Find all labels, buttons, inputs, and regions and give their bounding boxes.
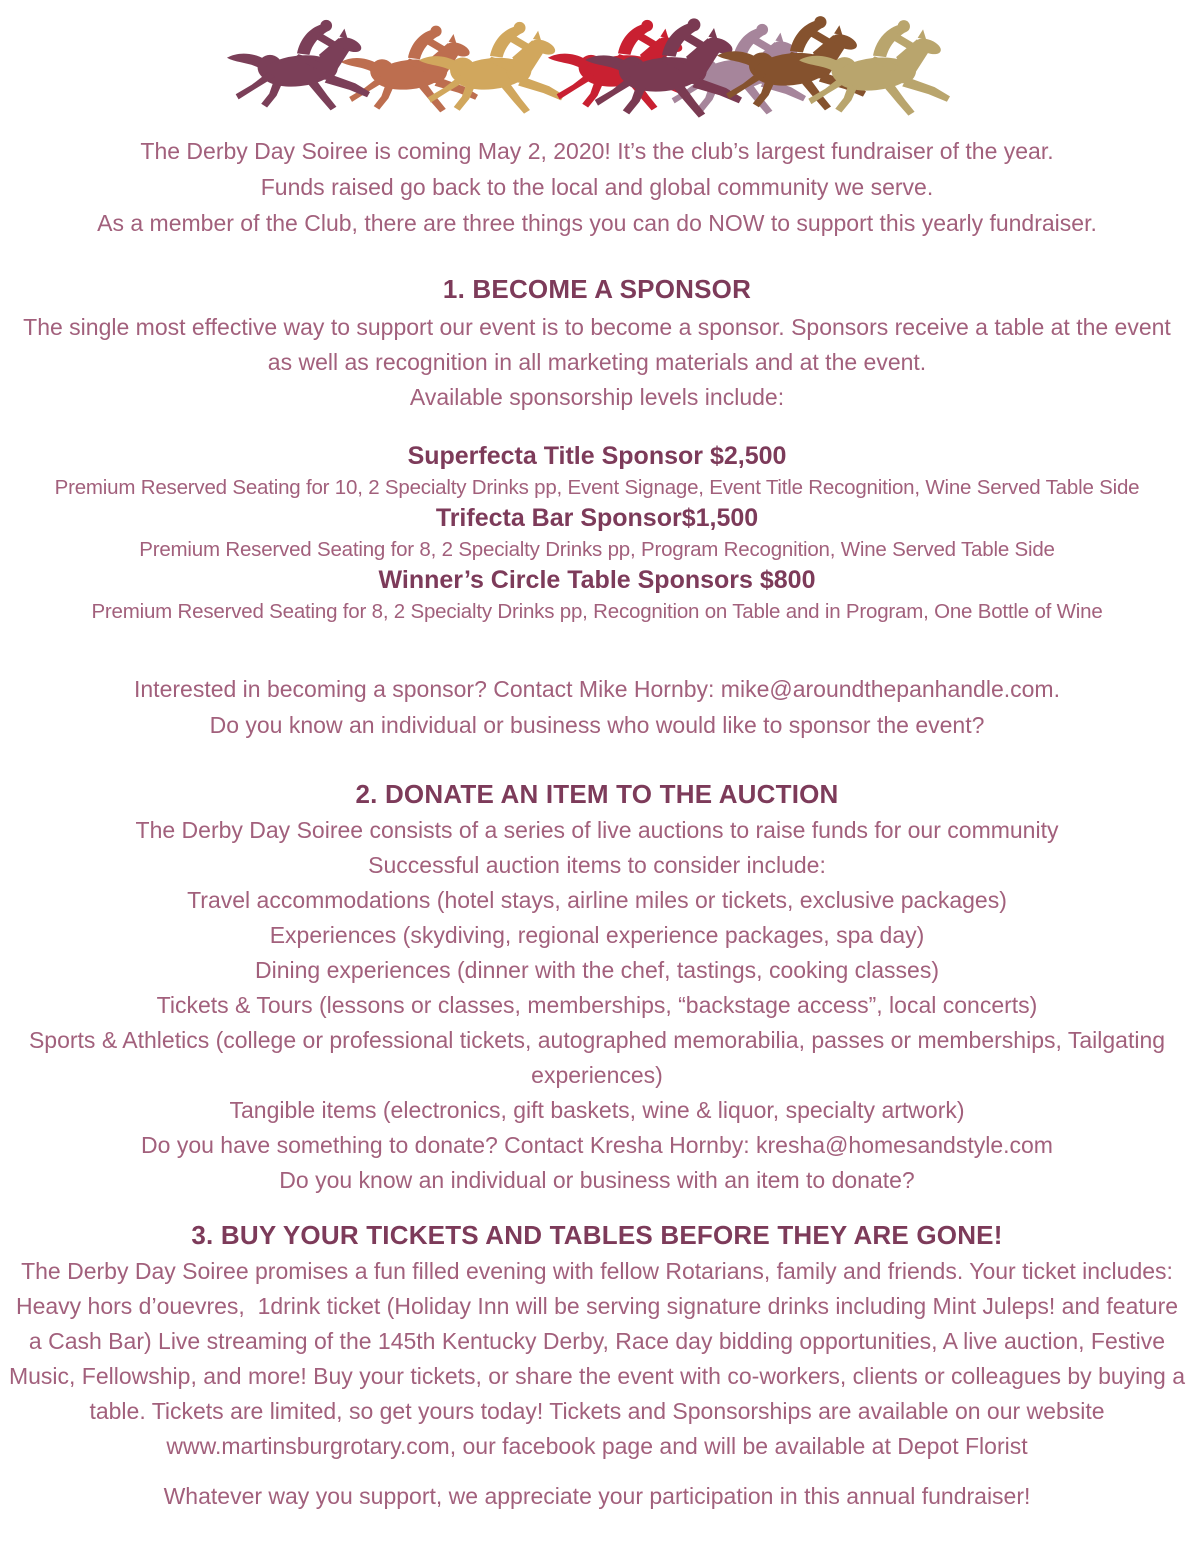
sponsor-question-line: Do you know an individual or business who would like to sponsor the event? [209,712,985,738]
horse-strip [227,16,950,118]
auction-lines [0,813,1194,1198]
sponsor-level-details: Premium Reserved Seating for 8, 2 Specialty Drinks pp, Program Recognition, Wine Served Table Side [139,538,1055,561]
sponsor-levels [0,441,1194,627]
auction-contact-line: Do you have something to donate? Contact Kresha Hornby: kresha@homesandstyle.com [141,1132,1053,1158]
auction-line: Experiences (skydiving, regional experience packages, spa day) [269,922,925,948]
plum-horse [227,20,370,111]
sponsor-contact-line: Interested in becoming a sponsor? Contact Mike Hornby: mike@aroundthepanhandle.com. [134,676,1060,702]
auction-line: Successful auction items to consider include: [368,852,826,878]
intro-section [0,133,1194,241]
auction-question-line: Do you know an individual or business with an item to donate? [279,1167,915,1193]
auction-line: Sports & Athletics (college or professional tickets, autographed memorabilia, passes or memberships, Tailgating experiences) [28,1027,1166,1088]
sponsor-level-details: Premium Reserved Seating for 8, 2 Specialty Drinks pp, Recognition on Table and in Program, One Bottle of Wine [91,600,1103,623]
sponsor-level-title: Superfecta Title Sponsor $2,500 [407,442,787,470]
auction-line: Tangible items (electronics, gift baskets, wine & liquor, specialty artwork) [229,1097,965,1123]
auction-line: Dining experiences (dinner with the chef, tastings, cooking classes) [255,957,939,983]
sponsor-level-title: Trifecta Bar Sponsor$1,500 [435,504,759,532]
section1-body: The single most effective way to support our event is to become a sponsor. Sponsors receive a table at the event as well as recognition in all marketing materials and at the event. [23,314,1171,375]
section1-levels-intro: Available sponsorship levels include: [409,384,785,410]
sponsor-level-details: Premium Reserved Seating for 10, 2 Specialty Drinks pp, Event Signage, Event Title Recognition, Wine Served Table Side [54,476,1140,499]
auction-line: The Derby Day Soiree consists of a series of live auctions to raise funds for our community [135,817,1059,843]
intro-line-1: The Derby Day Soiree is coming May 2, 2020! It’s the club’s largest fundraiser of the year. [140,138,1054,164]
auction-section [0,779,1194,1198]
section3-body: The Derby Day Soiree promises a fun filled evening with fellow Rotarians, family and friends. Your ticket includes: Heavy hors d’ouevres, 1drink ticket (Holiday Inn will be serving signature drinks including Mint Juleps! and feature a Cash Bar) Live streaming of the 145th Kentucky Derby, Race day bidding opportunities, A live auction, Festive Music, Fellowship, and more! Buy your tickets, or share the event with co-workers, clients or colleagues by buying a table. Tickets are limited, so get yours today! Tickets and Sponsorships are available on our website www.martinsburgrotary.com, our facebook page and will be available at Depot Florist [8,1258,1186,1459]
closing-line: Whatever way you support, we appreciate your participation in this annual fundraiser! [163,1483,1031,1509]
sponsor-level-title: Winner’s Circle Table Sponsors $800 [378,566,816,594]
section2-heading: 2. DONATE AN ITEM TO THE AUCTION [355,779,839,809]
tickets-section [0,1220,1194,1464]
intro-line-3: As a member of the Club, there are three things you can do NOW to support this yearly fundraiser. [97,210,1097,236]
sponsor-section [0,274,1194,743]
auction-line: Travel accommodations (hotel stays, airline miles or tickets, exclusive packages) [187,887,1007,913]
section3-heading: 3. BUY YOUR TICKETS AND TABLES BEFORE THEY ARE GONE! [191,1220,1003,1250]
auction-line: Tickets & Tours (lessons or classes, memberships, “backstage access”, local concerts) [156,992,1038,1018]
intro-line-2: Funds raised go back to the local and global community we serve. [260,174,934,200]
section1-heading: 1. BECOME A SPONSOR [442,274,752,304]
horse-race-image [0,0,1194,128]
